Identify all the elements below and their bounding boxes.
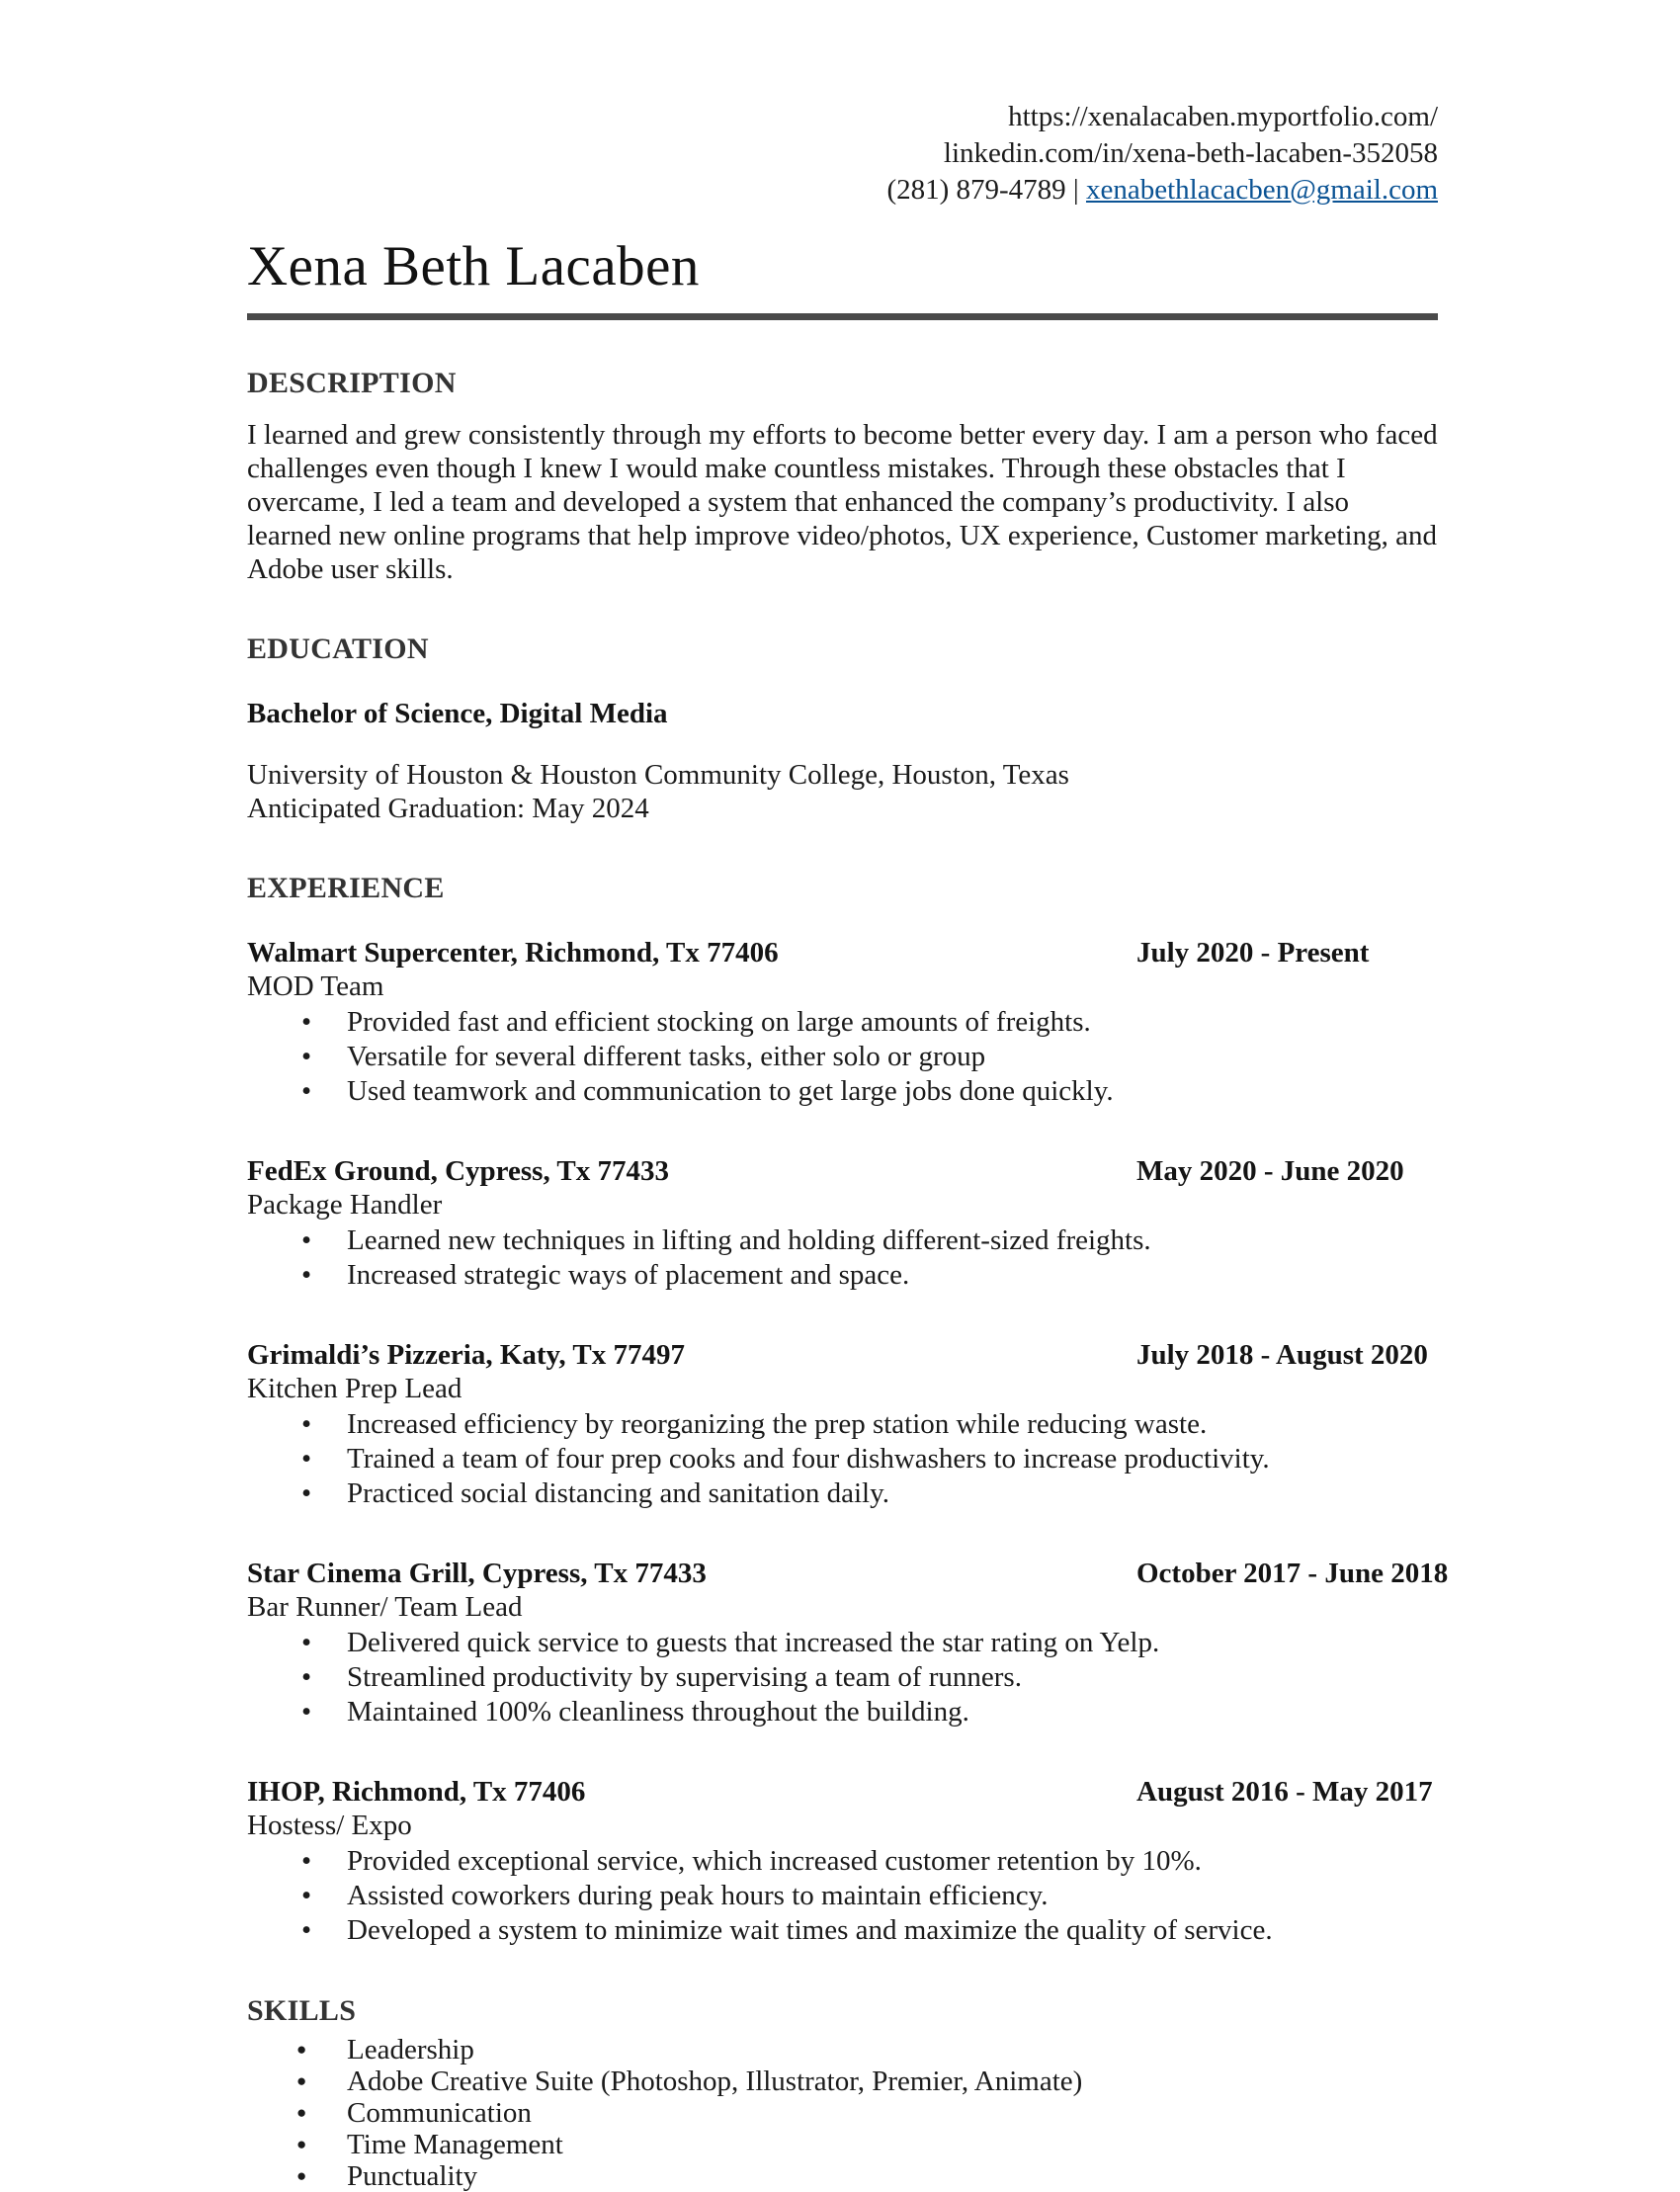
job-role: Hostess/ Expo xyxy=(247,1810,412,1841)
experience-heading: EXPERIENCE xyxy=(247,872,445,904)
job-header xyxy=(247,936,1438,970)
job-header xyxy=(247,1557,1449,1590)
job-bullet-list xyxy=(247,1407,1438,1511)
job-entry xyxy=(247,1775,1438,1948)
bullet-item: • Practiced social distancing and sanitation daily. xyxy=(247,1476,1438,1511)
skills-heading: SKILLS xyxy=(247,1994,357,2027)
job-entry xyxy=(247,936,1438,1109)
portfolio-url: https://xenalacaben.myportfolio.com/ xyxy=(1008,101,1438,132)
email-link[interactable]: xenabethlacacben@gmail.com xyxy=(1085,174,1438,206)
job-entry xyxy=(247,1338,1438,1511)
bullet-item: • Increased efficiency by reorganizing the prep station while reducing waste. xyxy=(247,1407,1438,1442)
job-header xyxy=(247,1775,1438,1809)
job-dates: July 2018 - August 2020 xyxy=(1136,1339,1428,1371)
job-dates: July 2020 - Present xyxy=(1136,937,1370,969)
graduation-line: Anticipated Graduation: May 2024 xyxy=(247,793,649,824)
job-header xyxy=(247,1338,1438,1372)
bullet-item: • Learned new techniques in lifting and holding different-sized freights. xyxy=(247,1223,1438,1258)
job-title: Star Cinema Grill, Cypress, Tx 77433 xyxy=(247,1558,707,1589)
job-bullet-list xyxy=(247,1223,1438,1293)
job-role: Bar Runner/ Team Lead xyxy=(247,1591,523,1623)
job-title: IHOP, Richmond, Tx 77406 xyxy=(247,1776,586,1808)
bullet-item: • Used teamwork and communication to get large jobs done quickly. xyxy=(247,1074,1438,1109)
job-role: MOD Team xyxy=(247,970,384,1002)
bullet-item: • Assisted coworkers during peak hours to maintain efficiency. xyxy=(247,1879,1438,1913)
bullet-item: • Developed a system to minimize wait times and maximize the quality of service. xyxy=(247,1913,1438,1948)
section-experience xyxy=(247,871,1449,1948)
job-header xyxy=(247,1154,1438,1188)
contact-block xyxy=(247,99,1438,209)
skill-item: ● Punctuality xyxy=(247,2160,1438,2192)
job-dates: August 2016 - May 2017 xyxy=(1136,1776,1433,1808)
bullet-item: • Provided exceptional service, which increased customer retention by 10%. xyxy=(247,1844,1438,1879)
phone-number: (281) 879-4789 xyxy=(886,174,1066,206)
section-education xyxy=(247,632,1438,825)
school-line: University of Houston & Houston Community College, Houston, Texas xyxy=(247,759,1069,791)
job-bullet-list xyxy=(247,1005,1438,1109)
degree-title: Bachelor of Science, Digital Media xyxy=(247,698,668,729)
education-heading: EDUCATION xyxy=(247,632,429,665)
phone-email-line xyxy=(247,172,1438,209)
bullet-item: • Delivered quick service to guests that increased the star rating on Yelp. xyxy=(247,1626,1438,1660)
skill-item: ● Communication xyxy=(247,2097,1438,2129)
page-title: Xena Beth Lacaben xyxy=(247,235,700,297)
section-description xyxy=(247,366,1438,586)
skill-item: ● Leadership xyxy=(247,2034,1438,2066)
bullet-item: • Maintained 100% cleanliness throughout the building. xyxy=(247,1695,1438,1729)
job-entry xyxy=(247,1154,1438,1293)
job-bullet-list xyxy=(247,1626,1438,1729)
section-skills xyxy=(247,1993,1438,2192)
job-dates: May 2020 - June 2020 xyxy=(1136,1155,1404,1187)
job-role: Package Handler xyxy=(247,1189,443,1221)
description-paragraph: I learned and grew consistently through my efforts to become better every day. I am a person who faced challenges even though I knew I would make countless mistakes. Through these obstacles that I overcame, I led a team and developed a system that enhanced the company’s productivity. I also learned new online programs that help improve video/photos, UX experience, Customer marketing, and Adobe user skills. xyxy=(247,419,1438,585)
bullet-item: • Increased strategic ways of placement and space. xyxy=(247,1258,1438,1293)
bullet-item: • Versatile for several different tasks, either solo or group xyxy=(247,1040,1438,1074)
job-list xyxy=(247,936,1449,1948)
title-divider xyxy=(247,313,1438,320)
education-details xyxy=(247,758,1438,825)
job-dates: October 2017 - June 2018 xyxy=(1136,1558,1449,1589)
job-title: Grimaldi’s Pizzeria, Katy, Tx 77497 xyxy=(247,1339,686,1371)
job-title: Walmart Supercenter, Richmond, Tx 77406 xyxy=(247,937,779,969)
bullet-item: • Provided fast and efficient stocking on large amounts of freights. xyxy=(247,1005,1438,1040)
description-heading: DESCRIPTION xyxy=(247,367,457,399)
skill-item: ● Adobe Creative Suite (Photoshop, Illustrator, Premier, Animate) xyxy=(247,2066,1438,2097)
job-role: Kitchen Prep Lead xyxy=(247,1373,462,1404)
job-bullet-list xyxy=(247,1844,1438,1948)
bullet-item: • Trained a team of four prep cooks and four dishwashers to increase productivity. xyxy=(247,1442,1438,1476)
skills-list xyxy=(247,2034,1438,2192)
skill-item: ● Time Management xyxy=(247,2129,1438,2160)
job-entry xyxy=(247,1557,1449,1729)
job-title: FedEx Ground, Cypress, Tx 77433 xyxy=(247,1155,670,1187)
linkedin-url: linkedin.com/in/xena-beth-lacaben-352058 xyxy=(943,137,1438,169)
contact-separator: | xyxy=(1065,174,1086,206)
bullet-item: • Streamlined productivity by supervising a team of runners. xyxy=(247,1660,1438,1695)
